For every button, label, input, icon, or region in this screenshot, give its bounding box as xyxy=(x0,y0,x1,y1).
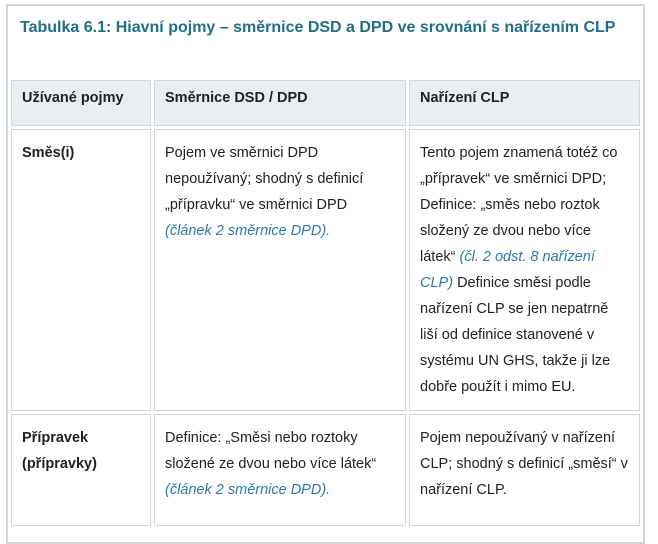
header-terms: Užívané pojmy xyxy=(11,80,151,126)
term-cell xyxy=(11,129,151,411)
dsd-cell xyxy=(154,129,406,411)
header-clp: Nařízení CLP xyxy=(409,80,640,126)
table-frame xyxy=(6,4,645,544)
term-label: Přípravek (přípravky) xyxy=(22,430,97,472)
table-row xyxy=(11,129,640,411)
dsd-reference: (článek 2 směrnice DPD). xyxy=(165,482,331,498)
comparison-table xyxy=(8,77,643,529)
dsd-text: Definice: „Směsi nebo roztoky složené ze dvou nebo více látek“ xyxy=(165,430,377,472)
clp-cell xyxy=(409,414,640,526)
header-dsd-dpd: Směrnice DSD / DPD xyxy=(154,80,406,126)
table-row xyxy=(11,414,640,526)
clp-cell xyxy=(409,129,640,411)
header-row xyxy=(11,80,640,126)
clp-text: Tento pojem znamená totéž co „přípravek“ ve směrnici DPD; Definice: „směs nebo roztok složený ze dvou nebo více látek“ xyxy=(420,145,618,265)
dsd-reference: (článek 2 směrnice DPD). xyxy=(165,223,331,239)
clp-text-extra: Definice směsi podle nařízení CLP se jen nepatrně liší od definice stanovené v systému UN GHS, takže ji lze dobře použít i mimo EU. xyxy=(420,275,611,395)
term-label: Směs(i) xyxy=(22,145,75,161)
table-title: Tabulka 6.1: Hiavní pojmy – směrnice DSD a DPD ve srovnání s nařízením CLP xyxy=(20,19,616,36)
dsd-text: Pojem ve směrnici DPD nepoužívaný; shodný s definicí „přípravku“ ve směrnici DPD xyxy=(165,145,364,213)
clp-reference: (čl. 2 odst. 8 nařízení CLP) xyxy=(420,249,595,291)
dsd-cell xyxy=(154,414,406,526)
clp-text: Pojem nepoužívaný v nařízení CLP; shodný s definicí „směsí“ v nařízení CLP. xyxy=(420,430,628,498)
term-cell xyxy=(11,414,151,526)
